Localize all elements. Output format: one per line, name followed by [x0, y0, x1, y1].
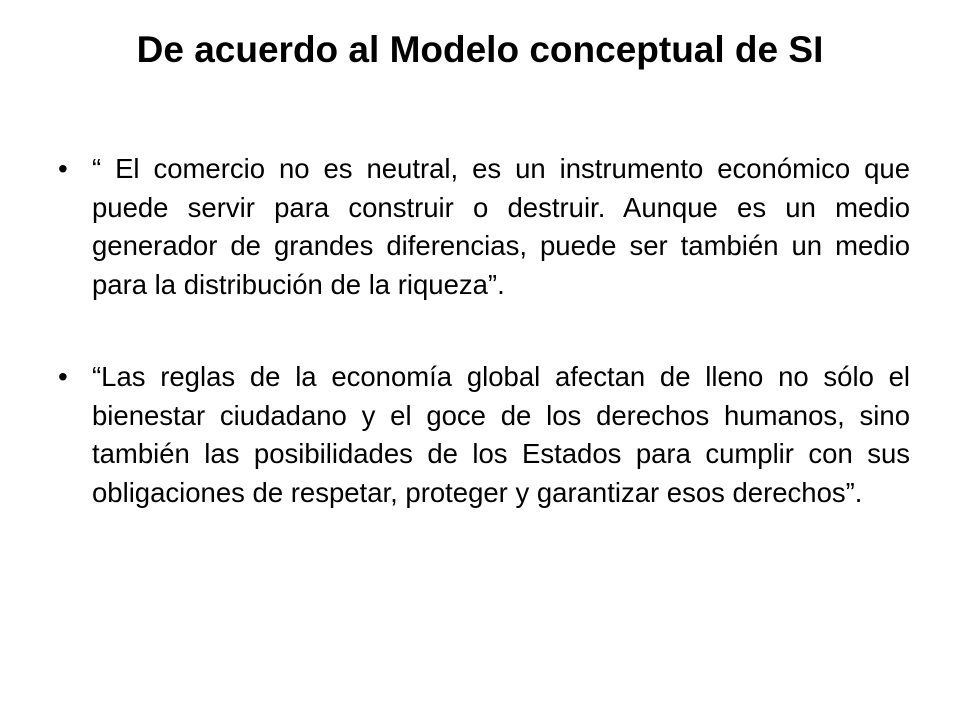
bullet-item: [58, 358, 910, 512]
bullet-list: [58, 150, 910, 566]
bullet-marker: •: [58, 361, 68, 392]
bullet-text-commerce-quote: “ El comercio no es neutral, es un instrumento económico que puede servir para construir o destruir. Aunque es un medio generador de grandes diferencias, puede ser también un medio para la distribución de la riqueza”.: [92, 153, 910, 300]
bullet-text-global-economy-quote: “Las reglas de la economía global afectan de lleno no sólo el bienestar ciudadano y el goce de los derechos humanos, sino también las posibilidades de los Estados para cumplir con sus obligaciones de respetar, proteger y garantizar esos derechos”.: [92, 361, 910, 508]
bullet-marker: •: [58, 153, 68, 184]
bullet-item: [58, 150, 910, 304]
slide-title: De acuerdo al Modelo conceptual de SI: [136, 29, 824, 70]
